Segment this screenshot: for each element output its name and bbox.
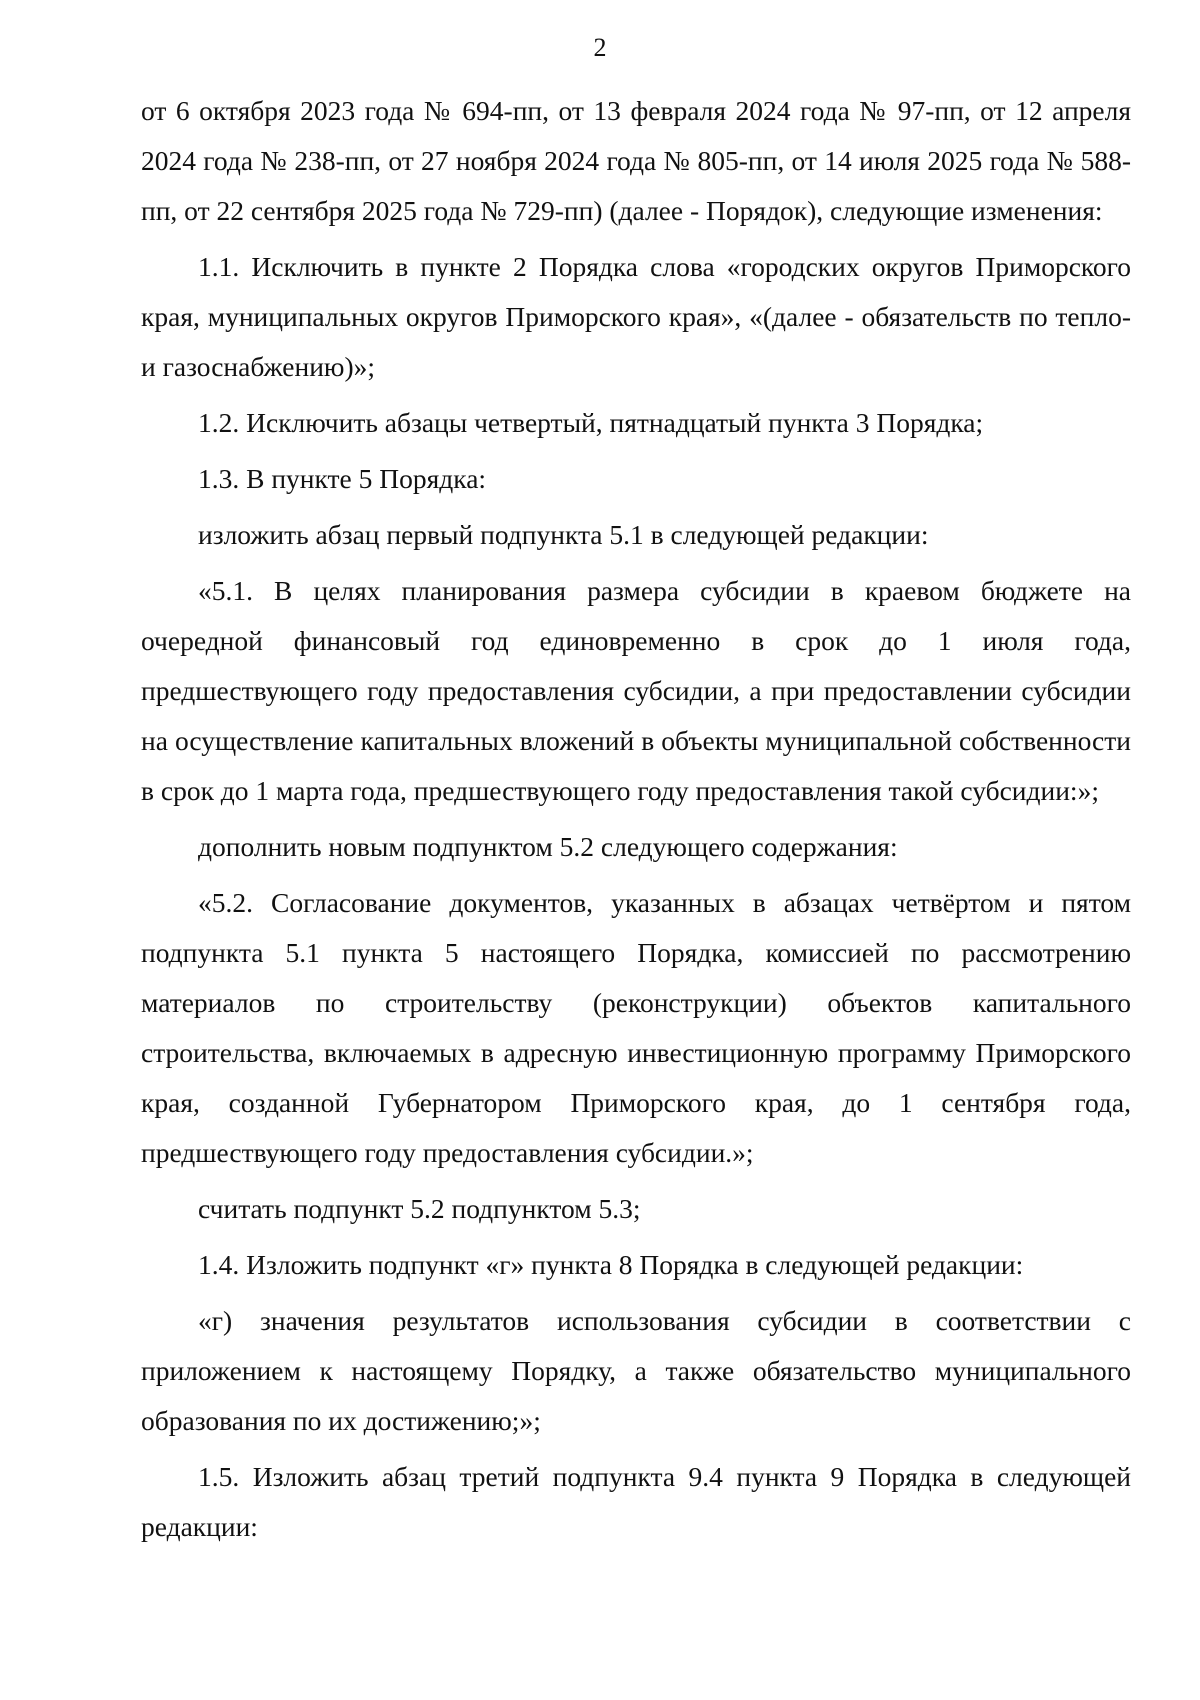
- document-body: [141, 86, 1131, 1558]
- paragraph-1-3-item-a: изложить абзац первый подпункта 5.1 в следующей редакции:: [198, 519, 929, 550]
- paragraph-1-1: 1.1. Исключить в пункте 2 Порядка слова «городских округов Приморского края, муниципальных округов Приморского края», «(далее - обязательств по тепло- и газоснабжению)»;: [141, 251, 1131, 382]
- page-number: 2: [593, 33, 607, 62]
- paragraph-quote-g: «г) значения результатов использования субсидии в соответствии с приложением к настоящему Порядку, а также обязательство муниципального образования по их достижению;»;: [141, 1305, 1131, 1436]
- paragraph-1-2: 1.2. Исключить абзацы четвертый, пятнадцатый пункта 3 Порядка;: [198, 407, 984, 438]
- paragraph-1-4: 1.4. Изложить подпункт «г» пункта 8 Порядка в следующей редакции:: [198, 1249, 1024, 1280]
- paragraph-1-3: 1.3. В пункте 5 Порядка:: [198, 463, 487, 494]
- paragraph-1-3-item-b: дополнить новым подпунктом 5.2 следующего содержания:: [198, 831, 898, 862]
- paragraph-1-3-item-c: считать подпункт 5.2 подпунктом 5.3;: [198, 1193, 641, 1224]
- paragraph-continuation: от 6 октября 2023 года № 694-пп, от 13 февраля 2024 года № 97-пп, от 12 апреля 2024 года № 238-пп, от 27 ноября 2024 года № 805-пп, от 14 июля 2025 года № 588-пп, от 22 сентября 2025 года № 729-пп) (далее - Порядок), следующие изменения:: [141, 95, 1131, 226]
- paragraph-1-5: 1.5. Изложить абзац третий подпункта 9.4 пункта 9 Порядка в следующей редакции:: [141, 1461, 1131, 1542]
- paragraph-quote-5-2: «5.2. Согласование документов, указанных в абзацах четвёртом и пятом подпункта 5.1 пункта 5 настоящего Порядка, комиссией по рассмотрению материалов по строительству (реконструкции) объектов капитального строительства, включаемых в адресную инвестиционную программу Приморского края, созданной Губернатором Приморского края, до 1 сентября года, предшествующего году предоставления субсидии.»;: [141, 887, 1131, 1168]
- paragraph-quote-5-1: «5.1. В целях планирования размера субсидии в краевом бюджете на очередной финансовый год единовременно в срок до 1 июля года, предшествующего году предоставления субсидии, а при предоставлении субсидии на осуществление капитальных вложений в объекты муниципальной собственности в срок до 1 марта года, предшествующего году предоставления такой субсидии:»;: [141, 575, 1131, 806]
